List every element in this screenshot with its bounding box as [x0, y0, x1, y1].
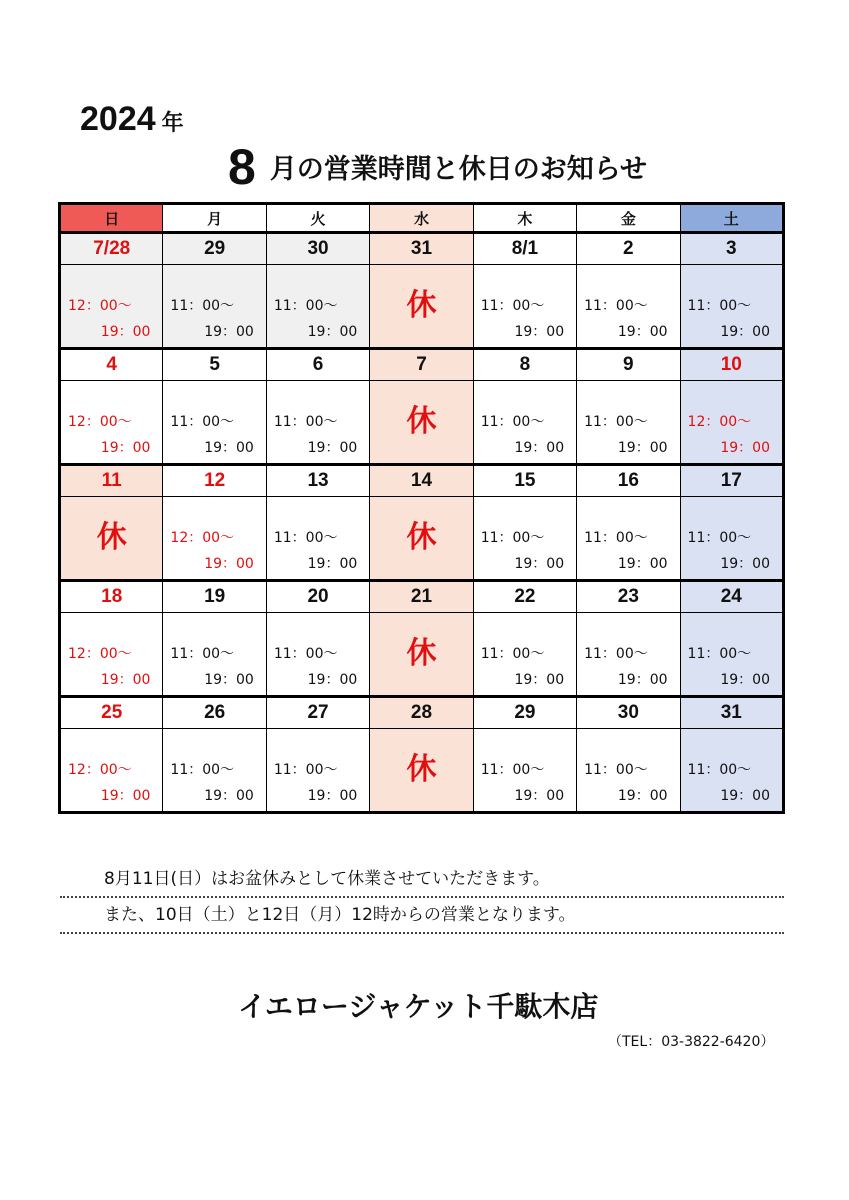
closing-time: 19：00: [100, 440, 151, 456]
hours-cell: [473, 497, 576, 581]
hours-cell: [163, 381, 266, 465]
closing-time: 19：00: [617, 324, 668, 340]
closing-time: 19：00: [204, 440, 254, 456]
weekday-header-sun: 日: [60, 204, 163, 233]
business-hours: [681, 381, 782, 463]
date-cell-mon: 29: [163, 233, 266, 265]
closing-time: 19：00: [307, 788, 358, 804]
opening-time: 11：00〜: [687, 530, 752, 546]
closed-day-cell: [60, 497, 163, 581]
date-cell-wed: 21: [370, 581, 473, 613]
date-cell-thu: 8/1: [473, 233, 576, 265]
hours-cell: [680, 265, 783, 349]
business-hours: [163, 613, 265, 695]
date-cell-tue: 27: [266, 697, 369, 729]
year-number: 2024: [80, 100, 156, 138]
business-hours: [61, 381, 162, 463]
business-hours: [267, 729, 369, 811]
title-text: 月の営業時間と休日のお知らせ: [269, 154, 648, 185]
note-obon-closure: 8月11日(日）はお盆休みとして休業させていただきます。: [60, 862, 784, 898]
hours-cell: [60, 265, 163, 349]
opening-time: 11：00〜: [480, 530, 545, 546]
business-hours: [163, 265, 265, 347]
opening-time: 11：00〜: [480, 298, 545, 314]
shop-name: イエロージャケット千駄木店: [238, 990, 599, 1023]
date-cell-fri: 23: [577, 581, 680, 613]
date-cell-wed: 31: [370, 233, 473, 265]
note-late-opening: また、10日（土）と12日（月）12時からの営業となります。: [60, 898, 784, 934]
closed-label: 休: [96, 520, 127, 555]
closing-time: 19：00: [720, 440, 770, 456]
hours-cell: [266, 613, 369, 697]
opening-time: 11：00〜: [273, 530, 338, 546]
business-hours: [474, 613, 576, 695]
date-cell-sun: 4: [60, 349, 163, 381]
hours-cell: [577, 729, 680, 813]
hours-cell: [266, 729, 369, 813]
hours-cell: [577, 497, 680, 581]
closing-time: 19：00: [204, 324, 254, 340]
date-cell-mon: 19: [163, 581, 266, 613]
closing-time: 19：00: [307, 556, 358, 572]
hours-cell: [266, 497, 369, 581]
hours-cell: [163, 613, 266, 697]
closing-time: 19：00: [100, 324, 151, 340]
week-3-date-row: [60, 465, 784, 497]
weekday-header-sat: 土: [680, 204, 783, 233]
hours-cell: [60, 381, 163, 465]
closed-day-cell: [370, 729, 473, 813]
hours-cell: [473, 729, 576, 813]
closing-time: 19：00: [720, 788, 770, 804]
date-cell-fri: 30: [577, 697, 680, 729]
closing-time: 19：00: [617, 440, 668, 456]
week-1-date-row: [60, 233, 784, 265]
closing-time: 19：00: [720, 556, 770, 572]
hours-cell: [60, 613, 163, 697]
week-3-hours-row: [60, 497, 784, 581]
week-4-hours-row: [60, 613, 784, 697]
opening-time: 11：00〜: [687, 298, 752, 314]
business-hours: [163, 497, 265, 579]
date-cell-fri: 2: [577, 233, 680, 265]
date-cell-thu: 29: [473, 697, 576, 729]
date-cell-wed: 7: [370, 349, 473, 381]
business-hours: [267, 381, 369, 463]
date-cell-wed: 14: [370, 465, 473, 497]
week-1-hours-row: [60, 265, 784, 349]
opening-time: 12：00〜: [68, 762, 132, 778]
closed-day-cell: [370, 497, 473, 581]
date-cell-thu: 15: [473, 465, 576, 497]
hours-cell: [577, 381, 680, 465]
date-cell-tue: 6: [266, 349, 369, 381]
business-hours: [577, 613, 679, 695]
business-hours: [681, 729, 782, 811]
date-cell-mon: 26: [163, 697, 266, 729]
closing-time: 19：00: [100, 788, 151, 804]
opening-time: 11：00〜: [170, 646, 235, 662]
week-2-hours-row: [60, 381, 784, 465]
closing-time: 19：00: [307, 672, 358, 688]
hours-cell: [60, 729, 163, 813]
closing-time: 19：00: [204, 672, 254, 688]
hours-cell: [577, 613, 680, 697]
opening-time: 11：00〜: [480, 762, 545, 778]
weekday-header-wed: 水: [370, 204, 473, 233]
closed-label: 休: [406, 404, 437, 439]
hours-cell: [680, 381, 783, 465]
business-hours: [577, 381, 679, 463]
closing-time: 19：00: [617, 556, 668, 572]
date-cell-thu: 22: [473, 581, 576, 613]
date-cell-sun: 11: [60, 465, 163, 497]
closed-label: 休: [406, 752, 437, 787]
opening-time: 11：00〜: [584, 762, 648, 778]
closing-time: 19：00: [514, 440, 565, 456]
opening-time: 11：00〜: [480, 414, 545, 430]
hours-cell: [680, 613, 783, 697]
date-cell-fri: 9: [577, 349, 680, 381]
opening-time: 12：00〜: [687, 414, 752, 430]
closing-time: 19：00: [204, 556, 254, 572]
date-cell-mon: 5: [163, 349, 266, 381]
opening-time: 11：00〜: [273, 414, 338, 430]
weekday-header-thu: 木: [473, 204, 576, 233]
closed-label: 休: [406, 636, 437, 671]
date-cell-wed: 28: [370, 697, 473, 729]
closing-time: 19：00: [617, 672, 668, 688]
opening-time: 11：00〜: [273, 298, 338, 314]
hours-cell: [577, 265, 680, 349]
business-hours: [61, 265, 162, 347]
opening-time: 12：00〜: [68, 298, 132, 314]
hours-cell: [680, 729, 783, 813]
date-cell-sun: 25: [60, 697, 163, 729]
closing-time: 19：00: [307, 440, 358, 456]
weekday-header-fri: 金: [577, 204, 680, 233]
opening-time: 11：00〜: [584, 646, 648, 662]
month-number: 8: [228, 139, 256, 195]
closed-label: 休: [406, 288, 437, 323]
opening-time: 11：00〜: [273, 646, 338, 662]
date-cell-fri: 16: [577, 465, 680, 497]
hours-cell: [163, 497, 266, 581]
date-cell-sat: 24: [680, 581, 783, 613]
notes-section: [60, 862, 784, 934]
date-cell-sun: 18: [60, 581, 163, 613]
business-hours: [577, 265, 679, 347]
opening-time: 11：00〜: [273, 762, 338, 778]
opening-time: 11：00〜: [687, 646, 752, 662]
closed-day-cell: [370, 381, 473, 465]
closing-time: 19：00: [204, 788, 254, 804]
opening-time: 11：00〜: [687, 762, 752, 778]
opening-time: 11：00〜: [170, 762, 235, 778]
business-hours: [267, 497, 369, 579]
date-cell-tue: 20: [266, 581, 369, 613]
business-hours: [163, 381, 265, 463]
week-4-date-row: [60, 581, 784, 613]
weekday-header-mon: 月: [163, 204, 266, 233]
date-cell-thu: 8: [473, 349, 576, 381]
hours-cell: [163, 729, 266, 813]
business-hours: [474, 497, 576, 579]
closed-label: 休: [406, 520, 437, 555]
closing-time: 19：00: [617, 788, 668, 804]
closing-time: 19：00: [514, 556, 565, 572]
date-cell-tue: 30: [266, 233, 369, 265]
shop-phone: （TEL：03-3822-6420）: [608, 1034, 775, 1050]
date-cell-sat: 10: [680, 349, 783, 381]
opening-time: 11：00〜: [584, 298, 648, 314]
closing-time: 19：00: [100, 672, 151, 688]
date-cell-tue: 13: [266, 465, 369, 497]
date-cell-sat: 31: [680, 697, 783, 729]
week-5-date-row: [60, 697, 784, 729]
closed-day-cell: [370, 265, 473, 349]
closing-time: 19：00: [720, 324, 770, 340]
business-hours: [474, 265, 576, 347]
opening-time: 12：00〜: [170, 530, 235, 546]
weekday-header-tue: 火: [266, 204, 369, 233]
opening-time: 12：00〜: [68, 646, 132, 662]
page-title: [228, 138, 647, 196]
business-hours: [474, 729, 576, 811]
hours-cell: [163, 265, 266, 349]
year-heading: [80, 100, 184, 139]
week-2-date-row: [60, 349, 784, 381]
hours-cell: [473, 265, 576, 349]
date-cell-sat: 17: [680, 465, 783, 497]
business-hours: [577, 497, 679, 579]
closed-day-cell: [370, 613, 473, 697]
hours-cell: [473, 381, 576, 465]
calendar-table: [58, 202, 785, 814]
opening-time: 11：00〜: [584, 530, 648, 546]
opening-time: 11：00〜: [170, 298, 235, 314]
opening-time: 11：00〜: [480, 646, 545, 662]
weekday-header-row: [60, 204, 784, 233]
closing-time: 19：00: [720, 672, 770, 688]
business-hours: [267, 265, 369, 347]
business-hours: [61, 613, 162, 695]
opening-time: 11：00〜: [170, 414, 235, 430]
opening-time: 11：00〜: [584, 414, 648, 430]
business-hours: [163, 729, 265, 811]
business-hours: [577, 729, 679, 811]
date-cell-mon: 12: [163, 465, 266, 497]
hours-cell: [680, 497, 783, 581]
business-hours: [681, 613, 782, 695]
closing-time: 19：00: [514, 324, 565, 340]
closing-time: 19：00: [514, 672, 565, 688]
closing-time: 19：00: [307, 324, 358, 340]
business-hours: [267, 613, 369, 695]
business-hours: [61, 729, 162, 811]
hours-cell: [266, 265, 369, 349]
closing-time: 19：00: [514, 788, 565, 804]
business-hours: [681, 497, 782, 579]
week-5-hours-row: [60, 729, 784, 813]
calendar-weeks: [60, 233, 784, 813]
date-cell-sat: 3: [680, 233, 783, 265]
opening-time: 12：00〜: [68, 414, 132, 430]
hours-cell: [266, 381, 369, 465]
date-cell-sun: 7/28: [60, 233, 163, 265]
business-hours: [474, 381, 576, 463]
hours-cell: [473, 613, 576, 697]
year-unit: 年: [161, 111, 184, 136]
business-hours: [681, 265, 782, 347]
